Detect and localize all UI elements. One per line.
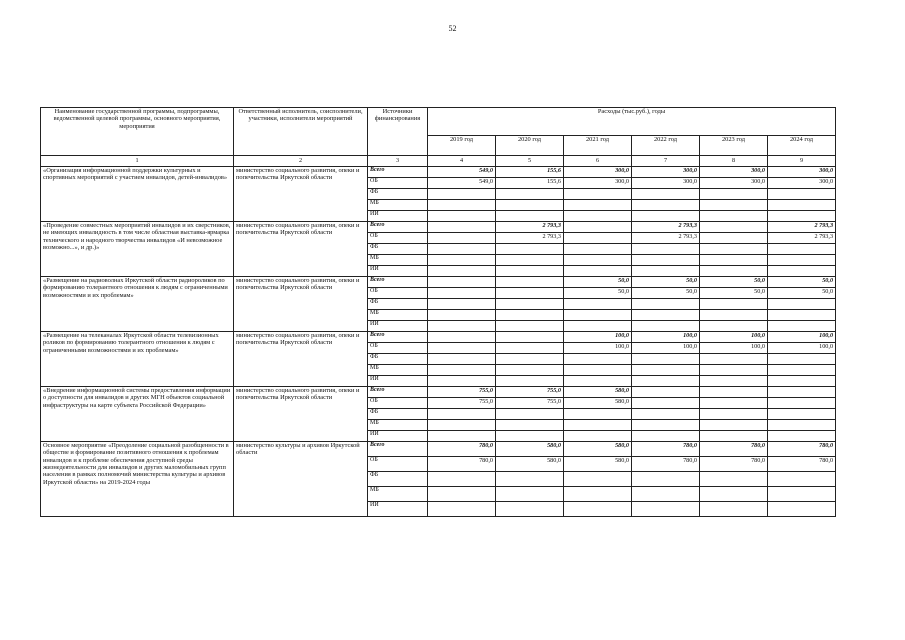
amount-cell (496, 244, 564, 255)
amount-cell (496, 472, 564, 487)
amount-total: 2 793,3 (768, 222, 836, 233)
amount-cell (700, 376, 768, 387)
amount-cell (564, 310, 632, 321)
funding-source: ФБ (368, 189, 428, 200)
amount-cell (496, 376, 564, 387)
amount-cell (428, 343, 496, 354)
amount-cell (768, 376, 836, 387)
amount-cell (564, 200, 632, 211)
amount-cell (632, 211, 700, 222)
amount-total: 300,0 (564, 167, 632, 178)
column-index: 6 (564, 156, 632, 167)
amount-cell (428, 288, 496, 299)
amount-total (768, 387, 836, 398)
amount-cell (700, 189, 768, 200)
amount-cell (428, 472, 496, 487)
amount-cell (768, 200, 836, 211)
amount-cell (700, 487, 768, 502)
amount-cell (768, 266, 836, 277)
amount-cell: 300,0 (564, 178, 632, 189)
amount-cell (700, 398, 768, 409)
amount-cell (428, 365, 496, 376)
amount-total (428, 222, 496, 233)
funding-source: ИИ (368, 376, 428, 387)
activity-name: «Организация информационной поддержки культурных и спортивных мероприятий с участием инвалидов, детей-инвалидов» (41, 167, 234, 222)
amount-total: 300,0 (632, 167, 700, 178)
amount-cell (700, 244, 768, 255)
amount-cell (496, 343, 564, 354)
amount-cell (768, 244, 836, 255)
funding-source: ФБ (368, 244, 428, 255)
amount-cell (768, 487, 836, 502)
amount-cell (428, 255, 496, 266)
table-row (41, 167, 836, 178)
amount-cell (700, 354, 768, 365)
activity-name: «Размещение на радиоволнах Иркутской области радиороликов по формированию толерантного отношения к людям с ограниченными возможностями и их проблемам» (41, 277, 234, 332)
amount-cell (428, 420, 496, 431)
amount-cell (428, 354, 496, 365)
amount-total: 50,0 (564, 277, 632, 288)
amount-cell (496, 288, 564, 299)
header-year: 2022 год (632, 136, 700, 156)
amount-cell (700, 211, 768, 222)
column-index: 8 (700, 156, 768, 167)
amount-total: 100,0 (564, 332, 632, 343)
amount-cell (768, 310, 836, 321)
amount-cell: 50,0 (700, 288, 768, 299)
funding-source: МБ (368, 487, 428, 502)
funding-source: МБ (368, 365, 428, 376)
amount-cell (428, 189, 496, 200)
amount-cell (564, 354, 632, 365)
amount-cell (700, 255, 768, 266)
amount-cell (564, 409, 632, 420)
amount-cell (496, 266, 564, 277)
amount-cell (496, 211, 564, 222)
table-row (41, 442, 836, 457)
column-index: 2 (234, 156, 368, 167)
amount-cell (632, 472, 700, 487)
funding-source: ОБ (368, 457, 428, 472)
amount-cell: 2 793,3 (496, 233, 564, 244)
funding-source: ОБ (368, 178, 428, 189)
amount-total: 780,0 (768, 442, 836, 457)
amount-cell (632, 321, 700, 332)
amount-cell (700, 299, 768, 310)
funding-source: Всего (368, 277, 428, 288)
amount-total: 50,0 (768, 277, 836, 288)
amount-cell (564, 244, 632, 255)
amount-cell (496, 189, 564, 200)
amount-total: 780,0 (428, 442, 496, 457)
column-index: 5 (496, 156, 564, 167)
amount-total (564, 222, 632, 233)
header-year: 2024 год (768, 136, 836, 156)
amount-cell (768, 365, 836, 376)
amount-cell (428, 310, 496, 321)
activity-responsible: министерство культуры и архивов Иркутской области (234, 442, 368, 517)
amount-cell: 300,0 (700, 178, 768, 189)
amount-cell: 2 793,3 (632, 233, 700, 244)
amount-cell (564, 211, 632, 222)
amount-total (700, 222, 768, 233)
amount-cell (496, 255, 564, 266)
amount-total: 50,0 (700, 277, 768, 288)
amount-cell (632, 487, 700, 502)
activity-name: «Внедрение информационной системы предоставления информации о доступности для инвалидов и других МГН объектов социальной инфраструктуры на карте субъекта Российской Федерации» (41, 387, 234, 442)
amount-cell (632, 189, 700, 200)
funding-source: ОБ (368, 288, 428, 299)
funding-source: ОБ (368, 343, 428, 354)
amount-cell: 300,0 (632, 178, 700, 189)
amount-cell (768, 420, 836, 431)
amount-total (700, 387, 768, 398)
amount-cell (632, 502, 700, 517)
activity-responsible: министерство социального развития, опеки и попечительства Иркутской области (234, 222, 368, 277)
activity-responsible: министерство социального развития, опеки и попечительства Иркутской области (234, 332, 368, 387)
amount-total: 755,0 (428, 387, 496, 398)
amount-cell (564, 472, 632, 487)
amount-cell (428, 299, 496, 310)
amount-cell (428, 502, 496, 517)
amount-cell (700, 321, 768, 332)
funding-source: ИИ (368, 266, 428, 277)
amount-cell: 580,0 (496, 457, 564, 472)
amount-total: 780,0 (632, 442, 700, 457)
table-body (41, 167, 836, 517)
funding-source: МБ (368, 255, 428, 266)
activity-responsible: министерство социального развития, опеки и попечительства Иркутской области (234, 387, 368, 442)
amount-cell (632, 299, 700, 310)
amount-cell (632, 200, 700, 211)
amount-total (428, 277, 496, 288)
amount-cell (496, 354, 564, 365)
amount-cell (428, 487, 496, 502)
amount-cell (632, 266, 700, 277)
amount-cell (564, 266, 632, 277)
amount-cell (564, 431, 632, 442)
amount-cell (768, 354, 836, 365)
header-responsible: Ответственный исполнитель, соисполнители, участники, исполнители мероприятий (234, 108, 368, 156)
amount-cell (564, 376, 632, 387)
amount-cell (428, 409, 496, 420)
activity-responsible: министерство социального развития, опеки и попечительства Иркутской области (234, 167, 368, 222)
funding-source: ИИ (368, 502, 428, 517)
amount-cell (496, 310, 564, 321)
funding-source: Всего (368, 222, 428, 233)
amount-cell (496, 420, 564, 431)
table-row (41, 277, 836, 288)
page-number: 52 (448, 24, 457, 33)
amount-cell: 580,0 (564, 457, 632, 472)
amount-cell (632, 420, 700, 431)
amount-cell: 100,0 (632, 343, 700, 354)
amount-cell (700, 409, 768, 420)
amount-cell (632, 398, 700, 409)
amount-total: 300,0 (700, 167, 768, 178)
amount-cell (428, 431, 496, 442)
amount-total: 780,0 (700, 442, 768, 457)
amount-total (632, 387, 700, 398)
amount-cell (632, 310, 700, 321)
amount-total: 2 793,3 (632, 222, 700, 233)
funding-source: МБ (368, 420, 428, 431)
amount-cell (496, 409, 564, 420)
table-row (41, 387, 836, 398)
header-year: 2019 год (428, 136, 496, 156)
header-year: 2023 год (700, 136, 768, 156)
header-name: Наименование государственной программы, подпрограммы, ведомственной целевой программы, основного мероприятия, мероприятия (41, 108, 234, 156)
header-expenditure: Расходы (тыс.руб.), годы (428, 108, 836, 136)
amount-total: 155,6 (496, 167, 564, 178)
amount-cell: 549,0 (428, 178, 496, 189)
amount-cell (768, 189, 836, 200)
column-index: 4 (428, 156, 496, 167)
amount-cell (700, 365, 768, 376)
funding-source: ИИ (368, 321, 428, 332)
amount-total: 580,0 (564, 387, 632, 398)
column-index: 7 (632, 156, 700, 167)
amount-cell (768, 398, 836, 409)
amount-total (428, 332, 496, 343)
amount-cell (632, 354, 700, 365)
amount-cell: 100,0 (564, 343, 632, 354)
funding-source: ОБ (368, 398, 428, 409)
amount-total: 2 793,3 (496, 222, 564, 233)
amount-cell: 780,0 (428, 457, 496, 472)
amount-cell (632, 431, 700, 442)
amount-cell (632, 365, 700, 376)
column-index: 1 (41, 156, 234, 167)
amount-total: 755,0 (496, 387, 564, 398)
funding-source: ИИ (368, 431, 428, 442)
amount-cell (496, 321, 564, 332)
amount-total: 300,0 (768, 167, 836, 178)
activity-responsible: министерство социального развития, опеки и попечительства Иркутской области (234, 277, 368, 332)
header-year: 2021 год (564, 136, 632, 156)
expenditure-table (40, 107, 836, 517)
amount-total (496, 332, 564, 343)
funding-source: ОБ (368, 233, 428, 244)
amount-cell (632, 255, 700, 266)
amount-cell (632, 244, 700, 255)
amount-cell: 2 793,3 (768, 233, 836, 244)
activity-name: «Проведение совместных мероприятий инвалидов и их сверстников, не имеющих инвалидность в том числе областная выставка-ярмарка технического и народного творчества инвалидов «И невозможное возможно...», и др.)» (41, 222, 234, 277)
amount-cell (496, 431, 564, 442)
amount-cell (700, 472, 768, 487)
amount-cell (564, 189, 632, 200)
amount-cell (700, 310, 768, 321)
amount-cell: 100,0 (700, 343, 768, 354)
amount-cell: 580,0 (564, 398, 632, 409)
amount-cell (496, 299, 564, 310)
amount-cell (768, 472, 836, 487)
amount-cell (496, 365, 564, 376)
amount-cell: 100,0 (768, 343, 836, 354)
amount-cell (496, 502, 564, 517)
column-index: 9 (768, 156, 836, 167)
table-row (41, 222, 836, 233)
amount-cell (564, 420, 632, 431)
amount-total: 580,0 (496, 442, 564, 457)
funding-source: Всего (368, 387, 428, 398)
amount-cell (632, 376, 700, 387)
amount-cell (428, 321, 496, 332)
amount-cell: 780,0 (768, 457, 836, 472)
amount-cell (768, 299, 836, 310)
amount-cell (428, 200, 496, 211)
amount-cell (496, 200, 564, 211)
funding-source: ФБ (368, 299, 428, 310)
amount-cell (632, 409, 700, 420)
amount-cell (564, 321, 632, 332)
amount-cell (700, 233, 768, 244)
amount-cell (700, 420, 768, 431)
amount-cell (428, 266, 496, 277)
amount-total: 100,0 (632, 332, 700, 343)
header-sources: Источники финансирования (368, 108, 428, 156)
amount-cell: 755,0 (496, 398, 564, 409)
amount-cell (700, 200, 768, 211)
amount-cell (768, 255, 836, 266)
funding-source: Всего (368, 167, 428, 178)
header-year: 2020 год (496, 136, 564, 156)
amount-cell: 780,0 (632, 457, 700, 472)
funding-source: Всего (368, 442, 428, 457)
amount-cell (428, 233, 496, 244)
amount-cell: 300,0 (768, 178, 836, 189)
amount-cell: 50,0 (564, 288, 632, 299)
amount-cell (768, 409, 836, 420)
amount-cell (428, 376, 496, 387)
amount-total: 50,0 (632, 277, 700, 288)
amount-cell (428, 211, 496, 222)
funding-source: Всего (368, 332, 428, 343)
funding-source: ФБ (368, 354, 428, 365)
amount-cell (768, 211, 836, 222)
funding-source: МБ (368, 200, 428, 211)
funding-source: ФБ (368, 409, 428, 420)
amount-total: 100,0 (700, 332, 768, 343)
amount-cell: 755,0 (428, 398, 496, 409)
amount-cell: 50,0 (632, 288, 700, 299)
amount-total (496, 277, 564, 288)
amount-total: 100,0 (768, 332, 836, 343)
amount-cell (564, 502, 632, 517)
amount-cell (564, 365, 632, 376)
amount-cell (496, 487, 564, 502)
amount-cell (700, 502, 768, 517)
amount-cell (564, 487, 632, 502)
amount-cell (564, 299, 632, 310)
funding-source: МБ (368, 310, 428, 321)
funding-source: ИИ (368, 211, 428, 222)
amount-cell (428, 244, 496, 255)
amount-total: 549,0 (428, 167, 496, 178)
amount-cell (564, 233, 632, 244)
amount-cell (700, 266, 768, 277)
amount-cell (564, 255, 632, 266)
activity-name: «Размещение на телеканалах Иркутской области телевизионных роликов по формированию толерантного отношения к людям с ограниченными возможностями и их проблемам» (41, 332, 234, 387)
amount-cell (768, 502, 836, 517)
amount-cell: 50,0 (768, 288, 836, 299)
amount-cell (768, 321, 836, 332)
amount-cell (768, 431, 836, 442)
amount-cell (700, 431, 768, 442)
column-index: 3 (368, 156, 428, 167)
table-row (41, 332, 836, 343)
activity-name: Основное мероприятие «Преодоление социальной разобщенности в обществе и формирование позитивного отношения к проблемам инвалидов и к проблеме обеспечения доступной среды жизнедеятельности для инвалидов и других маломобильных групп населения в рамках полномочий министерства культуры и архивов Иркутской области» на 2019-2024 годы (41, 442, 234, 517)
amount-cell: 780,0 (700, 457, 768, 472)
amount-total: 580,0 (564, 442, 632, 457)
funding-source: ФБ (368, 472, 428, 487)
amount-cell: 155,6 (496, 178, 564, 189)
